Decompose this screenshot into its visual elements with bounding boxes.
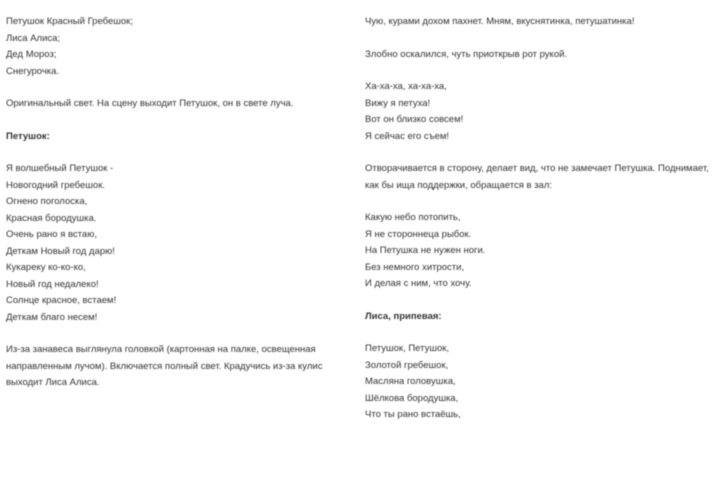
stage-direction: Злобно оскалился, чуть приоткрыв рот рукой. — [365, 48, 568, 60]
stage-direction: Из-за занавеса выглянула головкой (картонная на палке, освещенная направленным лучом). Включается полный свет. Крадучись из-за кулис выходит Лиса Алиса. — [6, 344, 323, 388]
verse-line: Я не стороннеца рыбок. — [365, 228, 472, 240]
stage-direction: Отворачивается в сторону, делает вид, что не замечает Петушка. Поднимает, как бы ища поддержки, обращается в зал: — [365, 163, 709, 191]
cast-item: Снегурочка. — [6, 65, 60, 77]
verse-line: Огнено поголоска, — [6, 196, 88, 207]
verse-line: Очень рано я встаю, — [6, 229, 97, 240]
cast-item: Дед Мороз; — [6, 49, 57, 60]
verse-line: Новогодний гребешок. — [6, 179, 105, 191]
verse-line: Шёлкова бородушка, — [365, 392, 459, 404]
verse-line: Красная бородушка. — [6, 212, 97, 224]
verse-line: Я сейчас его съем! — [365, 130, 450, 142]
dialogue-line: Чую, курами дохом пахнет. Мням, вкуснятинка, петушатинка! — [365, 16, 635, 27]
song-verse — [365, 79, 710, 145]
verse-line: Деткам Новый год дарю! — [6, 245, 115, 257]
verse-line: Масляна головушка, — [365, 376, 456, 387]
verse-line: Какую небо потопить, — [365, 212, 461, 223]
cast-item: Петушок Красный Гребешок; — [6, 16, 133, 27]
verse-line: И делая с ним, что хочу. — [365, 278, 472, 289]
speaker-heading: Лиса, припевая: — [365, 310, 442, 322]
right-column — [365, 14, 710, 424]
song-verse — [365, 341, 710, 424]
verse-line: Петушок, Петушок, — [365, 343, 450, 354]
verse-line: На Петушка не нужен ноги. — [365, 245, 486, 256]
verse-line: Вот он близко совсем! — [365, 114, 464, 125]
verse-line: Деткам благо несем! — [6, 311, 98, 323]
verse-line: Вижу я петуха! — [365, 97, 431, 109]
cast-item: Лиса Алиса; — [6, 32, 61, 44]
verse-line: Солнце красное, встаем! — [6, 295, 117, 306]
verse-line: Без немного хитрости, — [365, 261, 465, 273]
verse-line: Ха-ха-ха, ха-ха-ха, — [365, 81, 447, 92]
verse-line: Новый год недалеко! — [6, 278, 99, 290]
verse-line: Золотой гребешок, — [365, 359, 449, 371]
speaker-heading: Петушок: — [6, 130, 50, 142]
song-verse — [6, 161, 351, 326]
verse-line: Я волшебный Петушок - — [6, 163, 114, 174]
song-verse — [365, 210, 710, 293]
left-column — [6, 14, 351, 392]
stage-direction: Оригинальный свет. На сцену выходит Петушок, он в свете луча. — [6, 98, 294, 109]
verse-line: Кукареку ко-ко-ко, — [6, 262, 86, 273]
verse-line: Что ты рано встаёшь, — [365, 409, 461, 420]
cast-list — [6, 14, 351, 80]
